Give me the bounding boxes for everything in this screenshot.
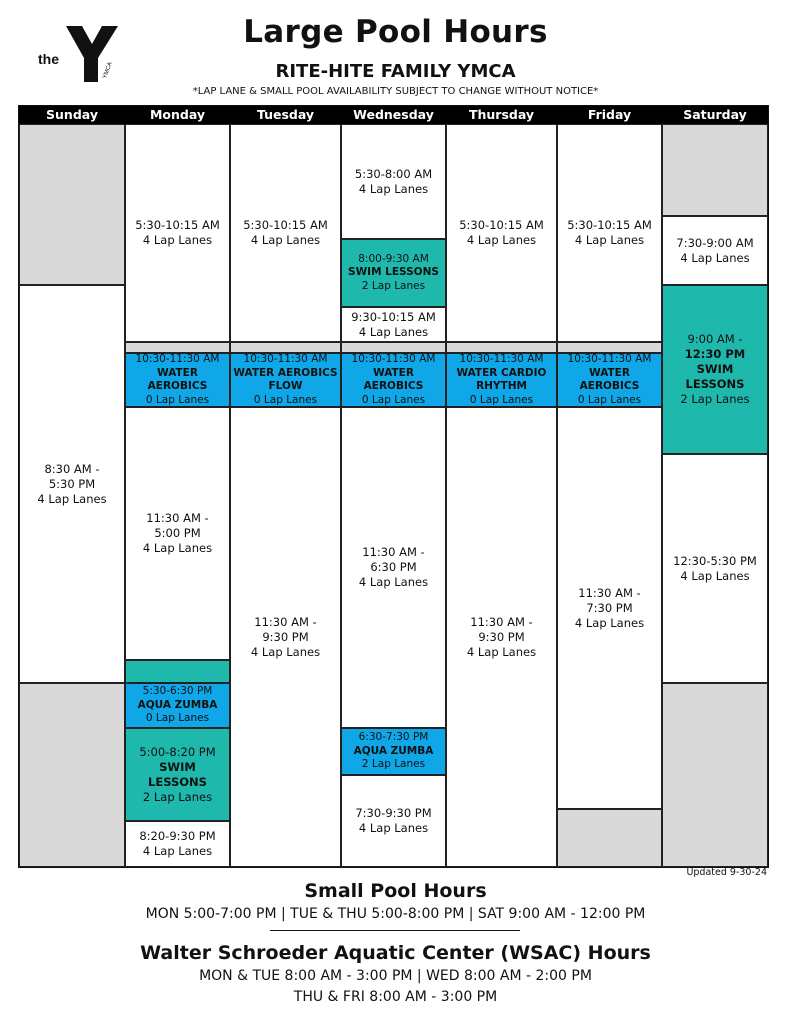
day-header-wednesday: Wednesday xyxy=(341,106,446,124)
block-program: LESSONS xyxy=(685,377,745,391)
block-program: 6:30 PM xyxy=(370,560,417,574)
block-lanes: 4 Lap Lanes xyxy=(574,615,645,630)
block-program: 12:30 PM xyxy=(684,347,746,361)
schedule-block-saturday xyxy=(662,124,768,216)
schedule-grid xyxy=(18,105,769,868)
logo-mark-text: YMCA xyxy=(102,61,114,80)
block-lanes: 4 Lap Lanes xyxy=(466,644,537,659)
block-time: 5:30-10:15 AM xyxy=(243,218,328,232)
day-header-friday: Friday xyxy=(557,106,662,124)
schedule-block-thursday xyxy=(446,342,557,353)
schedule-block-wednesday xyxy=(341,353,446,407)
schedule-block-sunday xyxy=(19,683,125,867)
block-time: 5:30-10:15 AM xyxy=(459,218,544,232)
block-lanes: 4 Lap Lanes xyxy=(358,575,429,589)
schedule-block-friday xyxy=(557,407,662,809)
block-lanes: 4 Lap Lanes xyxy=(358,181,429,196)
block-lanes: 0 Lap Lanes xyxy=(253,393,318,406)
small-pool-title: Small Pool Hours xyxy=(304,880,487,902)
block-lanes: 4 Lap Lanes xyxy=(574,233,645,247)
block-lanes: 4 Lap Lanes xyxy=(680,568,750,583)
wsac-hours-line-2: THU & FRI 8:00 AM - 3:00 PM xyxy=(293,989,498,1005)
block-lanes: 4 Lap Lanes xyxy=(250,233,321,247)
block-program: WATER AEROBICS xyxy=(233,366,338,379)
block-program: WATER xyxy=(589,366,630,379)
block-time: 8:30 AM - xyxy=(44,461,100,476)
block-time: 7:30-9:30 PM xyxy=(355,806,432,820)
schedule-block-monday xyxy=(125,728,230,821)
block-lanes: 2 Lap Lanes xyxy=(142,789,213,804)
block-lanes: 2 Lap Lanes xyxy=(680,392,750,406)
block-time: 11:30 AM - xyxy=(254,614,317,629)
block-time: 11:30 AM - xyxy=(470,614,533,629)
schedule-block-wednesday xyxy=(341,124,446,239)
schedule-block-thursday xyxy=(446,353,557,407)
block-lanes: 4 Lap Lanes xyxy=(142,844,213,858)
schedule-block-tuesday xyxy=(230,407,341,867)
block-time: 11:30 AM - xyxy=(578,585,641,600)
block-time: 5:30-10:15 AM xyxy=(135,218,220,232)
schedule-block-monday xyxy=(125,342,230,353)
schedule-block-monday xyxy=(125,407,230,660)
updated-date: Updated 9-30-24 xyxy=(686,867,767,878)
block-lanes: 4 Lap Lanes xyxy=(250,644,321,659)
schedule-block-saturday xyxy=(662,683,768,867)
block-program: 7:30 PM xyxy=(586,600,633,615)
block-time: 5:30-8:00 AM xyxy=(354,166,433,181)
block-time: 10:30-11:30 AM xyxy=(243,353,328,365)
schedule-block-friday xyxy=(557,124,662,342)
block-program: WATER xyxy=(373,366,414,379)
schedule-block-saturday xyxy=(662,454,768,683)
block-lanes: 4 Lap Lanes xyxy=(466,233,537,247)
day-header-monday: Monday xyxy=(125,106,230,124)
block-time: 10:30-11:30 AM xyxy=(567,353,652,365)
block-time: 5:30-6:30 PM xyxy=(142,685,213,698)
schedule-block-wednesday xyxy=(341,407,446,728)
schedule-block-tuesday xyxy=(230,124,341,342)
availability-notice: *LAP LANE & SMALL POOL AVAILABILITY SUBJECT TO CHANGE WITHOUT NOTICE* xyxy=(192,86,599,97)
schedule-block-saturday xyxy=(662,216,768,285)
block-lanes: 4 Lap Lanes xyxy=(142,541,213,555)
block-program: 9:30 PM xyxy=(262,629,309,644)
block-time: 9:00 AM - xyxy=(687,332,743,346)
schedule-block-thursday xyxy=(446,407,557,867)
block-program: SWIM LESSONS xyxy=(348,266,439,279)
page-subtitle: RITE-HITE FAMILY YMCA xyxy=(275,61,516,82)
block-time: 5:30-10:15 AM xyxy=(567,218,652,232)
block-lanes: 0 Lap Lanes xyxy=(145,393,210,406)
wsac-title: Walter Schroeder Aquatic Center (WSAC) Hours xyxy=(140,942,651,964)
schedule-block-monday xyxy=(125,124,230,342)
block-time: 9:30-10:15 AM xyxy=(351,309,436,324)
block-lanes: 0 Lap Lanes xyxy=(469,393,534,406)
block-lanes: 2 Lap Lanes xyxy=(361,279,426,292)
block-program: LESSONS xyxy=(148,774,207,789)
schedule-block-sunday xyxy=(19,124,125,285)
schedule-block-thursday xyxy=(446,124,557,342)
schedule-block-monday xyxy=(125,683,230,728)
schedule-block-tuesday xyxy=(230,353,341,407)
block-program: AEROBICS xyxy=(147,380,208,392)
block-time: 6:30-7:30 PM xyxy=(358,731,429,744)
page-title: Large Pool Hours xyxy=(243,14,548,50)
block-program: 5:00 PM xyxy=(154,526,201,540)
block-time: 11:30 AM - xyxy=(362,545,425,559)
block-program: 5:30 PM xyxy=(48,476,96,491)
block-lanes: 2 Lap Lanes xyxy=(361,758,426,771)
block-lanes: 0 Lap Lanes xyxy=(145,712,210,725)
schedule-block-wednesday xyxy=(341,307,446,342)
block-lanes: 4 Lap Lanes xyxy=(142,233,213,247)
block-time: 12:30-5:30 PM xyxy=(673,553,757,568)
schedule-block-saturday xyxy=(662,285,768,454)
block-program: AEROBICS xyxy=(363,380,424,392)
schedule-block-friday xyxy=(557,353,662,407)
day-header-saturday: Saturday xyxy=(662,106,768,124)
block-time: 8:20-9:30 PM xyxy=(139,829,216,843)
block-program: FLOW xyxy=(268,380,303,392)
block-program: 9:30 PM xyxy=(478,629,525,644)
block-time: 8:00-9:30 AM xyxy=(358,252,429,265)
block-lanes: 4 Lap Lanes xyxy=(680,250,750,265)
day-header-tuesday: Tuesday xyxy=(230,106,341,124)
block-program: AQUA ZUMBA xyxy=(137,698,218,711)
small-pool-hours: MON 5:00-7:00 PM | TUE & THU 5:00-8:00 PM | SAT 9:00 AM - 12:00 PM xyxy=(145,906,646,922)
block-program: WATER xyxy=(157,366,198,379)
block-lanes: 4 Lap Lanes xyxy=(37,491,107,506)
block-program: WATER CARDIO xyxy=(456,366,547,379)
schedule-block-monday xyxy=(125,821,230,867)
schedule-block-friday xyxy=(557,342,662,353)
block-lanes: 0 Lap Lanes xyxy=(577,393,642,406)
schedule-block-monday xyxy=(125,660,230,683)
schedule-block-wednesday xyxy=(341,775,446,867)
block-time: 5:00-8:20 PM xyxy=(139,744,216,759)
block-lanes: 0 Lap Lanes xyxy=(361,393,426,406)
day-header-thursday: Thursday xyxy=(446,106,557,124)
block-program: AEROBICS xyxy=(579,380,640,392)
block-time: 10:30-11:30 AM xyxy=(459,353,544,365)
schedule-block-sunday xyxy=(19,285,125,683)
day-header-sunday: Sunday xyxy=(19,106,125,124)
schedule-block-tuesday xyxy=(230,342,341,353)
logo-word: the xyxy=(38,51,59,67)
block-time: 10:30-11:30 AM xyxy=(135,353,220,365)
block-time: 7:30-9:00 AM xyxy=(676,235,754,250)
block-time: 10:30-11:30 AM xyxy=(351,353,436,365)
block-lanes: 4 Lap Lanes xyxy=(358,821,429,835)
schedule-block-wednesday xyxy=(341,239,446,307)
wsac-hours-line-1: MON & TUE 8:00 AM - 3:00 PM | WED 8:00 AM - 2:00 PM xyxy=(199,968,592,984)
schedule-block-monday xyxy=(125,353,230,407)
block-program: AQUA ZUMBA xyxy=(353,744,434,757)
section-divider xyxy=(270,930,520,931)
schedule-block-wednesday xyxy=(341,342,446,353)
schedule-block-friday xyxy=(557,809,662,867)
block-program: SWIM xyxy=(159,759,196,774)
block-program: SWIM xyxy=(696,362,734,376)
block-time: 11:30 AM - xyxy=(146,511,209,525)
block-program: RHYTHM xyxy=(476,380,527,392)
block-lanes: 4 Lap Lanes xyxy=(358,324,429,339)
schedule-block-wednesday xyxy=(341,728,446,775)
